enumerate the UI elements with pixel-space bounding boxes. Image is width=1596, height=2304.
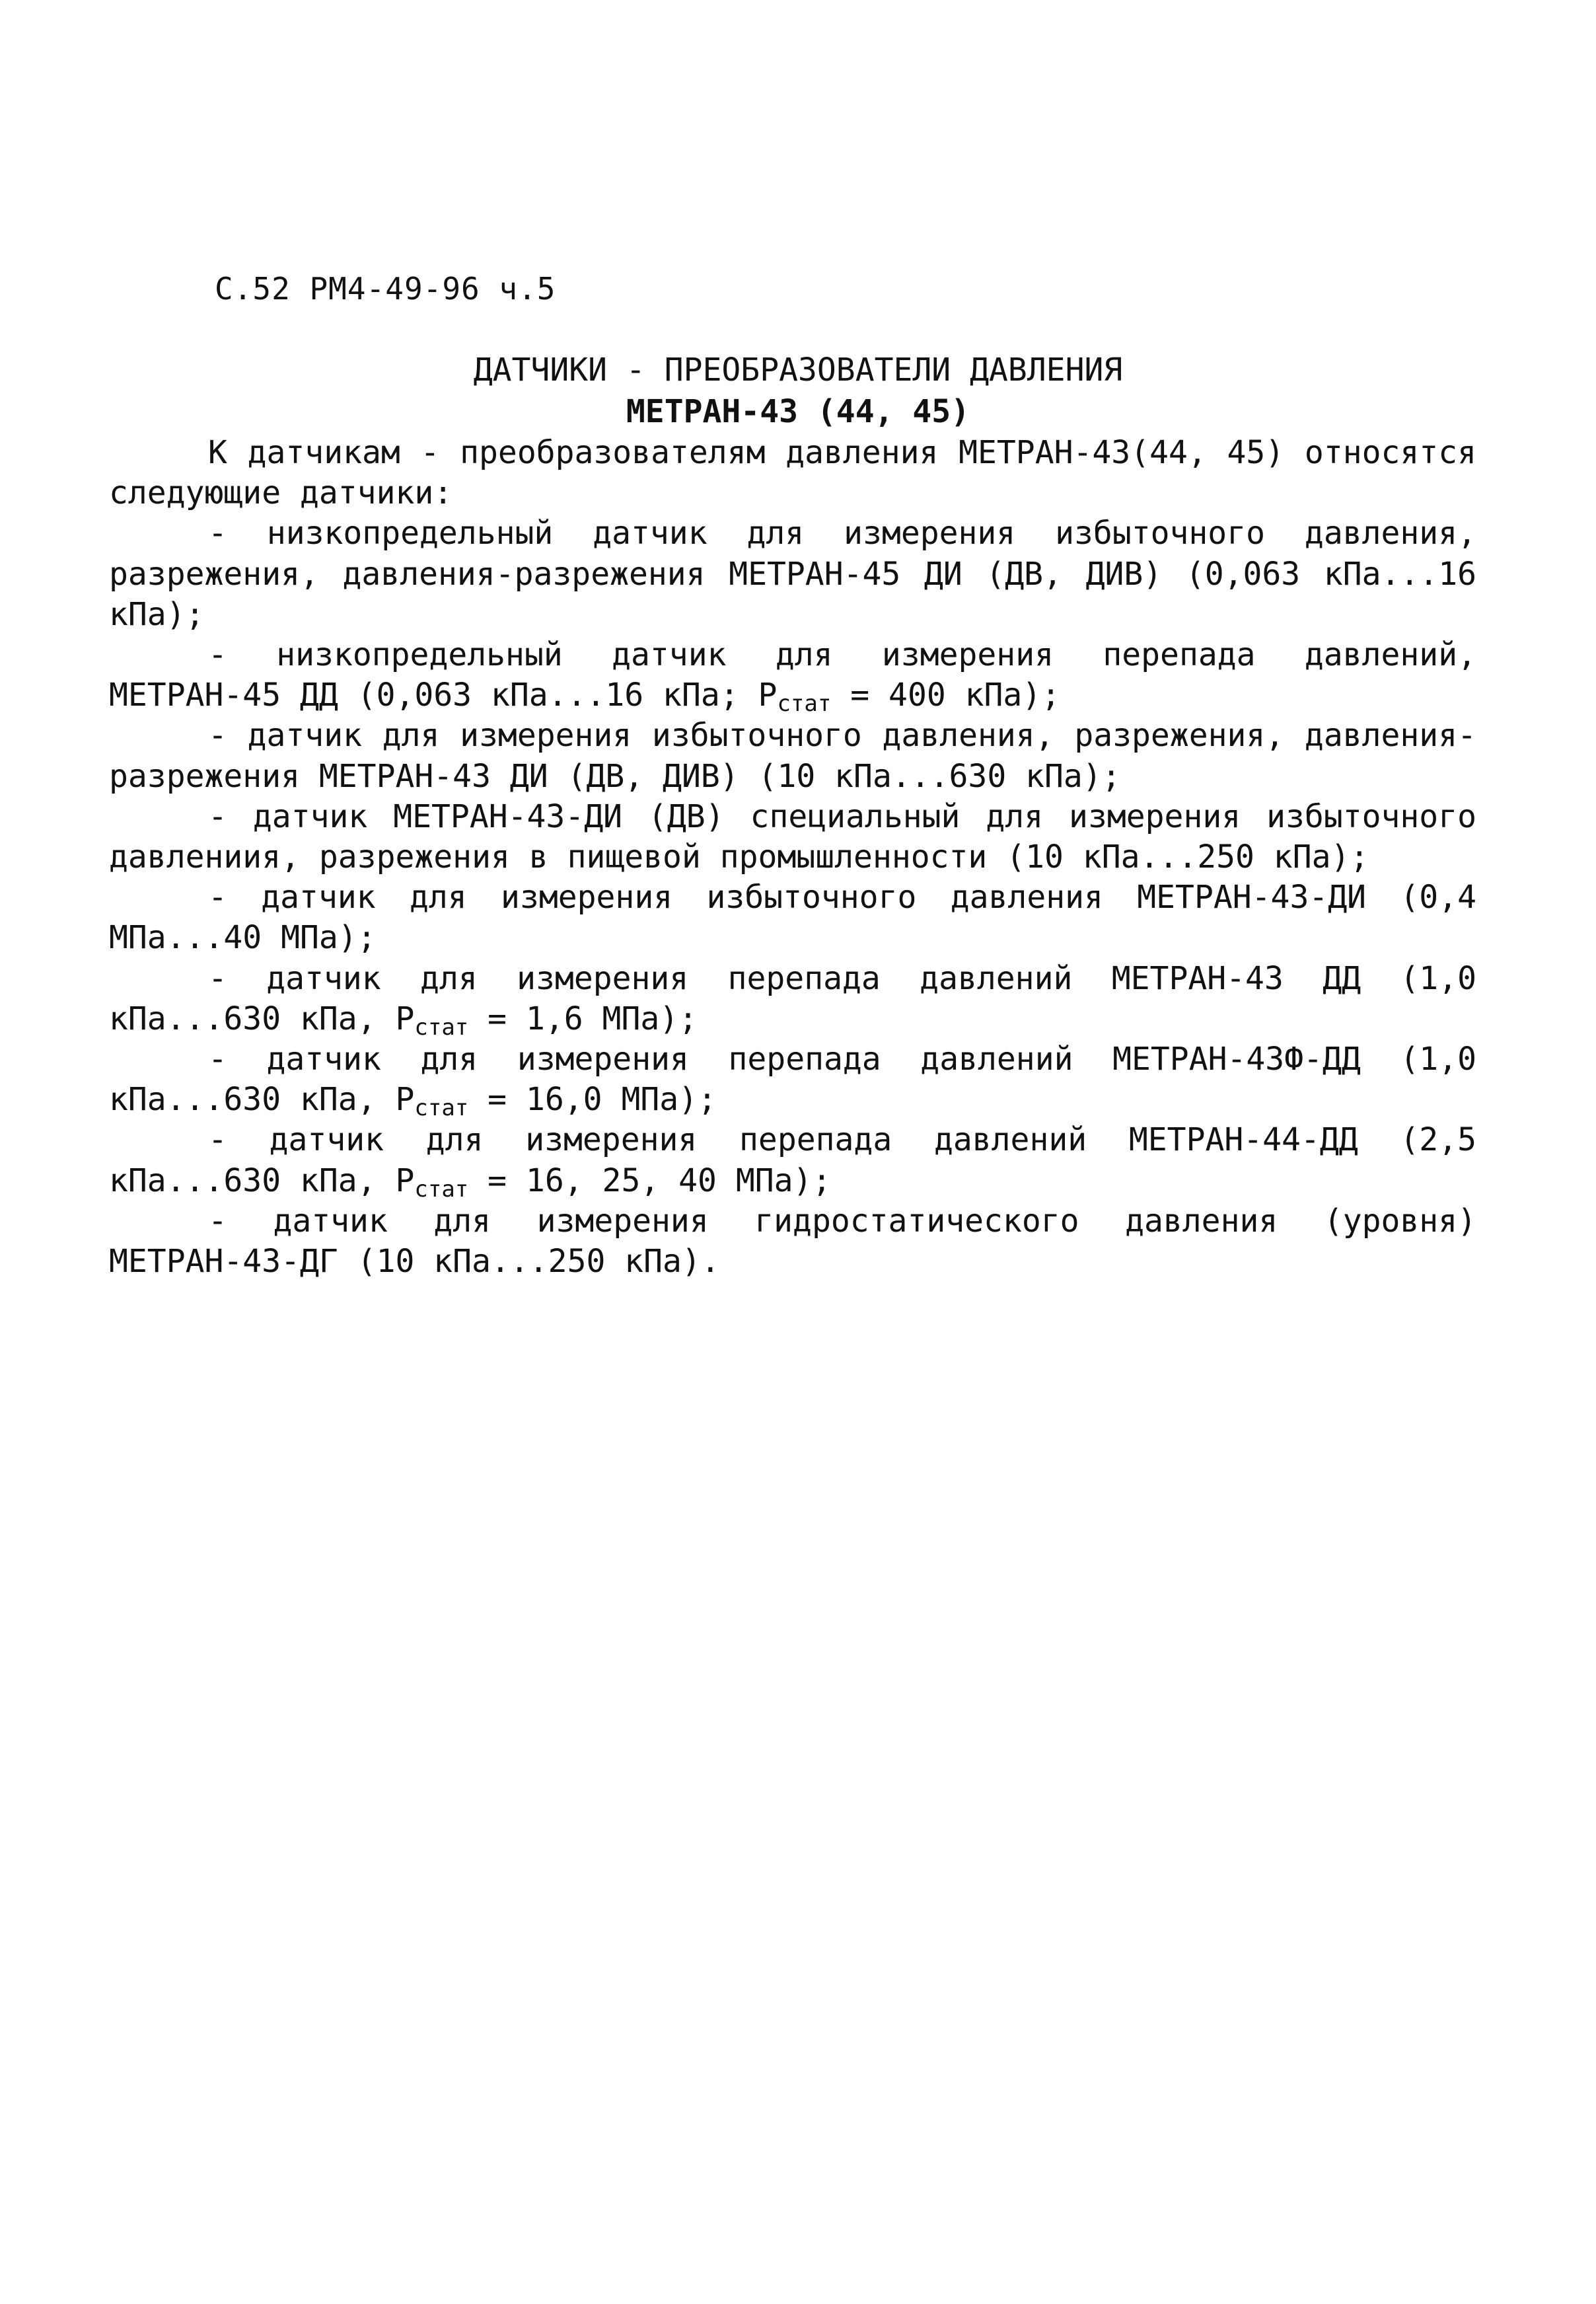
list-item-2 (109, 635, 1476, 716)
list-item-7 (109, 1039, 1476, 1120)
list-item-8-subscript: стат (414, 1175, 469, 1203)
list-item-4: - датчик МЕТРАН-43-ДИ (ДВ) специальный для измерения избыточного давлениия, разрежения в пищевой промышленности (10 кПа...250 кПа); (109, 798, 1476, 876)
list-item-2-subscript: стат (777, 690, 832, 718)
intro-paragraph: К датчикам - преобразователям давления МЕТРАН-43(44, 45) относятся следующие датчики: (109, 434, 1476, 512)
list-item-1: - низкопредельный датчик для измерения избыточного давления, разрежения, давления-разрежения МЕТРАН-45 ДИ (ДВ, ДИВ) (0,063 кПа...16 кПа); (109, 515, 1476, 633)
page-reference: С.52 РМ4-49-96 ч.5 (215, 271, 556, 307)
list-item-7-text: - датчик для измерения перепада давлений МЕТРАН-43Ф-ДД (1,0 кПа...630 кПа, P (109, 1041, 1476, 1119)
document-subtitle: МЕТРАН-43 (44, 45) (626, 393, 970, 430)
list-item-8-text: - датчик для измерения перепада давлений МЕТРАН-44-ДД (2,5 кПа...630 кПа, P (109, 1121, 1476, 1199)
list-item-3: - датчик для измерения избыточного давления, разрежения, давления-разрежения МЕТРАН-43 ДИ (ДВ, ДИВ) (10 кПа...630 кПа); (109, 717, 1476, 795)
list-item-2-text-end: = 400 кПа); (831, 677, 1061, 714)
list-item-6-text: - датчик для измерения перепада давлений МЕТРАН-43 ДД (1,0 кПа...630 кПа, P (109, 959, 1476, 1037)
list-item-8 (109, 1120, 1476, 1201)
list-item-6-text-end: = 1,6 МПа); (468, 1000, 698, 1037)
list-item-6 (109, 959, 1476, 1039)
list-item-2-text: - низкопредельный датчик для измерения перепада давлений, МЕТРАН-45 ДД (0,063 кПа...16 кПа; P (109, 636, 1476, 714)
list-item-6-subscript: стат (414, 1014, 469, 1041)
list-item-9: - датчик для измерения гидростатического давления (уровня) МЕТРАН-43-ДГ (10 кПа...250 кПа). (109, 1202, 1476, 1281)
list-item-5: - датчик для измерения избыточного давления МЕТРАН-43-ДИ (0,4 МПа...40 МПа); (109, 879, 1476, 957)
list-item-7-text-end: = 16,0 МПа); (468, 1081, 717, 1119)
list-item-8-text-end: = 16, 25, 40 МПа); (468, 1162, 832, 1199)
document-title: ДАТЧИКИ - ПРЕОБРАЗОВАТЕЛИ ДАВЛЕНИЯ (473, 352, 1123, 389)
list-item-7-subscript: стат (414, 1095, 469, 1122)
document-body (109, 433, 1476, 1282)
